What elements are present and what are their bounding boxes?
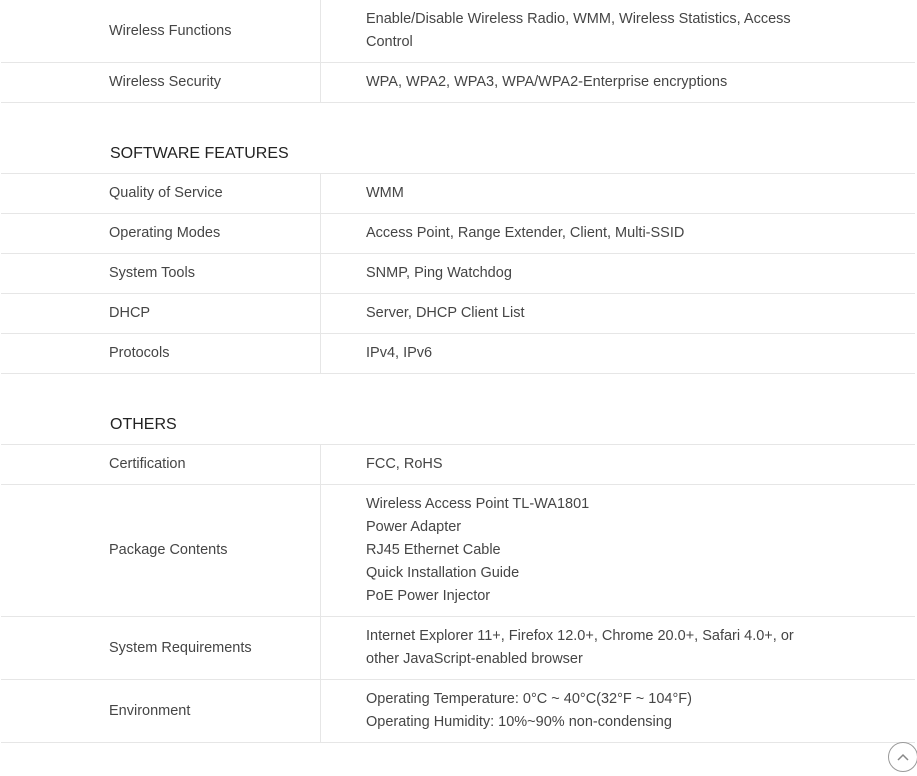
spec-value: [321, 445, 916, 485]
scroll-to-top-button[interactable]: [888, 742, 917, 772]
spec-row: [1, 254, 915, 294]
spec-value-line: Access Point, Range Extender, Client, Multi-SSID: [366, 225, 685, 241]
spec-row: [1, 445, 915, 485]
spec-label: DHCP: [1, 294, 321, 334]
spec-row: [1, 617, 915, 680]
spec-value: [321, 294, 916, 334]
spec-label: Package Contents: [1, 485, 321, 617]
others-body: [1, 445, 915, 743]
spec-value-line: FCC, RoHS: [366, 456, 443, 472]
spec-label: Operating Modes: [1, 214, 321, 254]
spec-label: Wireless Security: [1, 63, 321, 103]
spec-value-line: other JavaScript-enabled browser: [366, 651, 583, 667]
spec-row: [1, 334, 915, 374]
software-features-table: [1, 174, 915, 374]
spec-value: [321, 617, 916, 680]
spec-value: [321, 174, 916, 214]
spec-row: [1, 680, 915, 743]
spec-row: [1, 174, 915, 214]
spec-value: [321, 334, 916, 374]
spec-value: [321, 680, 916, 743]
spec-value-line: WPA, WPA2, WPA3, WPA/WPA2-Enterprise encryptions: [366, 74, 728, 90]
spec-value-line: Operating Temperature: 0°C ~ 40°C(32°F ~ 104°F): [366, 691, 692, 707]
spec-value-line: SNMP, Ping Watchdog: [366, 265, 512, 281]
others-table: [1, 445, 915, 743]
spec-value: [321, 0, 916, 63]
spec-label: Environment: [1, 680, 321, 743]
wireless-spec-body: [1, 0, 915, 103]
spec-value-line: Control: [366, 34, 413, 50]
spec-value-line: Server, DHCP Client List: [366, 305, 525, 321]
spec-label: System Requirements: [1, 617, 321, 680]
software-features-heading: SOFTWARE FEATURES: [1, 103, 915, 174]
spec-value-line: Enable/Disable Wireless Radio, WMM, Wireless Statistics, Access: [366, 11, 791, 27]
spec-value: [321, 63, 916, 103]
spec-value-line: Internet Explorer 11+, Firefox 12.0+, Chrome 20.0+, Safari 4.0+, or: [366, 628, 794, 644]
others-heading: OTHERS: [1, 374, 915, 445]
software-features-body: [1, 174, 915, 374]
spec-value-line: IPv4, IPv6: [366, 345, 433, 361]
spec-row: [1, 214, 915, 254]
spec-label: Wireless Functions: [1, 0, 321, 63]
spec-value-line: Operating Humidity: 10%~90% non-condensing: [366, 714, 672, 730]
spec-row: [1, 485, 915, 617]
spec-label: Certification: [1, 445, 321, 485]
spec-value-line: RJ45 Ethernet Cable: [366, 542, 501, 558]
spec-value-line: Wireless Access Point TL-WA1801: [366, 496, 590, 512]
spec-row: [1, 294, 915, 334]
spec-value-line: WMM: [366, 185, 404, 201]
spec-value: [321, 254, 916, 294]
spec-value: [321, 485, 916, 617]
spec-label: Quality of Service: [1, 174, 321, 214]
spec-value-line: Quick Installation Guide: [366, 565, 520, 581]
spec-value: [321, 214, 916, 254]
spec-row: [1, 63, 915, 103]
spec-label: System Tools: [1, 254, 321, 294]
spec-value-line: Power Adapter: [366, 519, 462, 535]
wireless-spec-table: [1, 0, 915, 103]
chevron-up-icon: [889, 743, 917, 771]
spec-label: Protocols: [1, 334, 321, 374]
spec-row: [1, 0, 915, 63]
spec-value-line: PoE Power Injector: [366, 588, 491, 604]
